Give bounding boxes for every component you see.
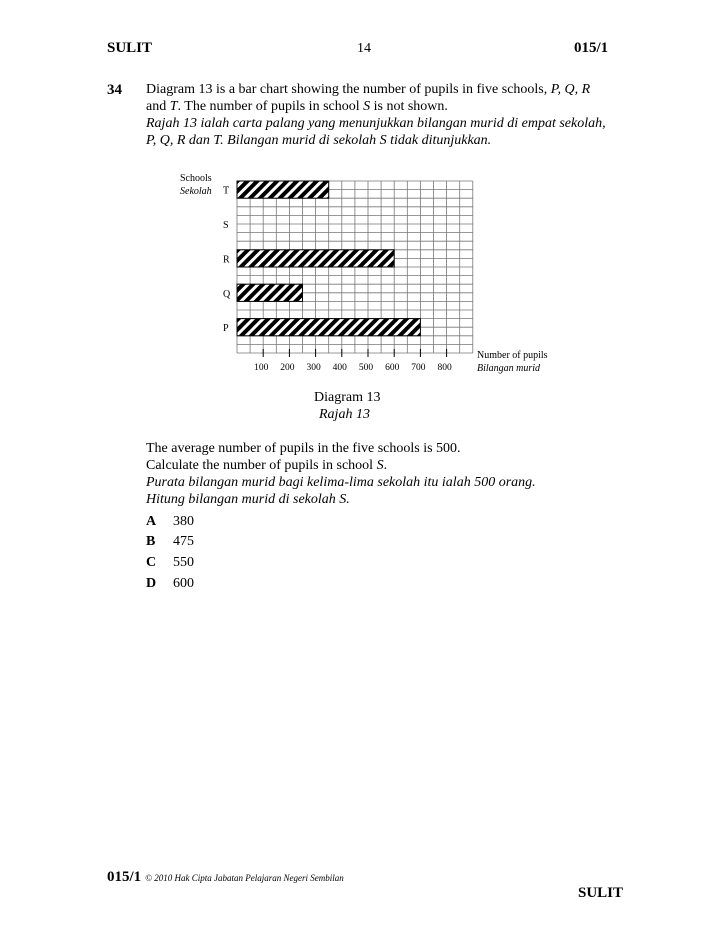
x-tick-label: 100 (254, 363, 269, 373)
x-tick-label: 400 (332, 363, 347, 373)
x-tick-label: 200 (280, 363, 295, 373)
option-letter-a: A (146, 514, 157, 529)
bar-t (237, 181, 329, 198)
y-axis-label: Schools (180, 173, 212, 184)
diagram-caption-ms: Rajah 13 (319, 407, 370, 422)
bar-q (237, 284, 303, 301)
header-sulit: SULIT (107, 40, 153, 56)
header-paper-code: 015/1 (574, 40, 609, 56)
body-ms-line-1: Purata bilangan murid bagi kelima-lima sekolah itu ialah 500 orang. (146, 475, 536, 490)
category-label-t: T (223, 185, 230, 197)
bar-r (237, 250, 394, 267)
question-en-line-2: and T. The number of pupils in school S is not shown. (146, 99, 448, 114)
diagram-caption: Diagram 13 (314, 390, 381, 405)
footer-copyright: 015/1 © 2010 Hak Cipta Jabatan Pelajaran Negeri Sembilan (107, 869, 344, 885)
option-value-d[interactable]: 600 (173, 576, 194, 591)
body-en-line-2: Calculate the number of pupils in school S. (146, 458, 388, 473)
category-label-p: P (223, 323, 229, 335)
category-label-r: R (223, 254, 230, 266)
question-en-line-1: Diagram 13 is a bar chart showing the number of pupils in five schools, P, Q, R (146, 82, 591, 97)
y-axis-label-ms: Sekolah (180, 186, 212, 197)
chart-labels (180, 173, 548, 374)
body-ms-line-2: Hitung bilangan murid di sekolah S. (146, 492, 350, 507)
body-en-line-1: The average number of pupils in the five schools is 500. (146, 441, 461, 456)
question-ms-line-1: Rajah 13 ialah carta palang yang menunjukkan bilangan murid di empat sekolah, (146, 116, 606, 131)
x-tick-label: 600 (385, 363, 400, 373)
question-number: 34 (107, 82, 122, 98)
footer-sulit: SULIT (578, 885, 624, 901)
x-tick-label: 700 (411, 363, 426, 373)
category-label-q: Q (223, 288, 231, 300)
category-label-s: S (223, 220, 229, 231)
option-value-c[interactable]: 550 (173, 555, 194, 570)
bar-p (237, 319, 420, 336)
question-ms-line-2: P, Q, R dan T. Bilangan murid di sekolah S tidak ditunjukkan. (146, 133, 492, 148)
page-number: 14 (357, 41, 371, 56)
x-tick-label: 300 (306, 363, 321, 373)
x-axis-label-ms: Bilangan murid (477, 363, 541, 374)
option-value-a[interactable]: 380 (173, 514, 194, 529)
option-letter-b: B (146, 534, 156, 549)
option-letter-d: D (146, 576, 157, 591)
option-letter-c: C (146, 555, 157, 570)
x-axis-label: Number of pupils (477, 350, 548, 361)
x-tick-label: 800 (437, 363, 452, 373)
option-value-b[interactable]: 475 (173, 534, 194, 549)
x-tick-label: 500 (358, 363, 374, 373)
